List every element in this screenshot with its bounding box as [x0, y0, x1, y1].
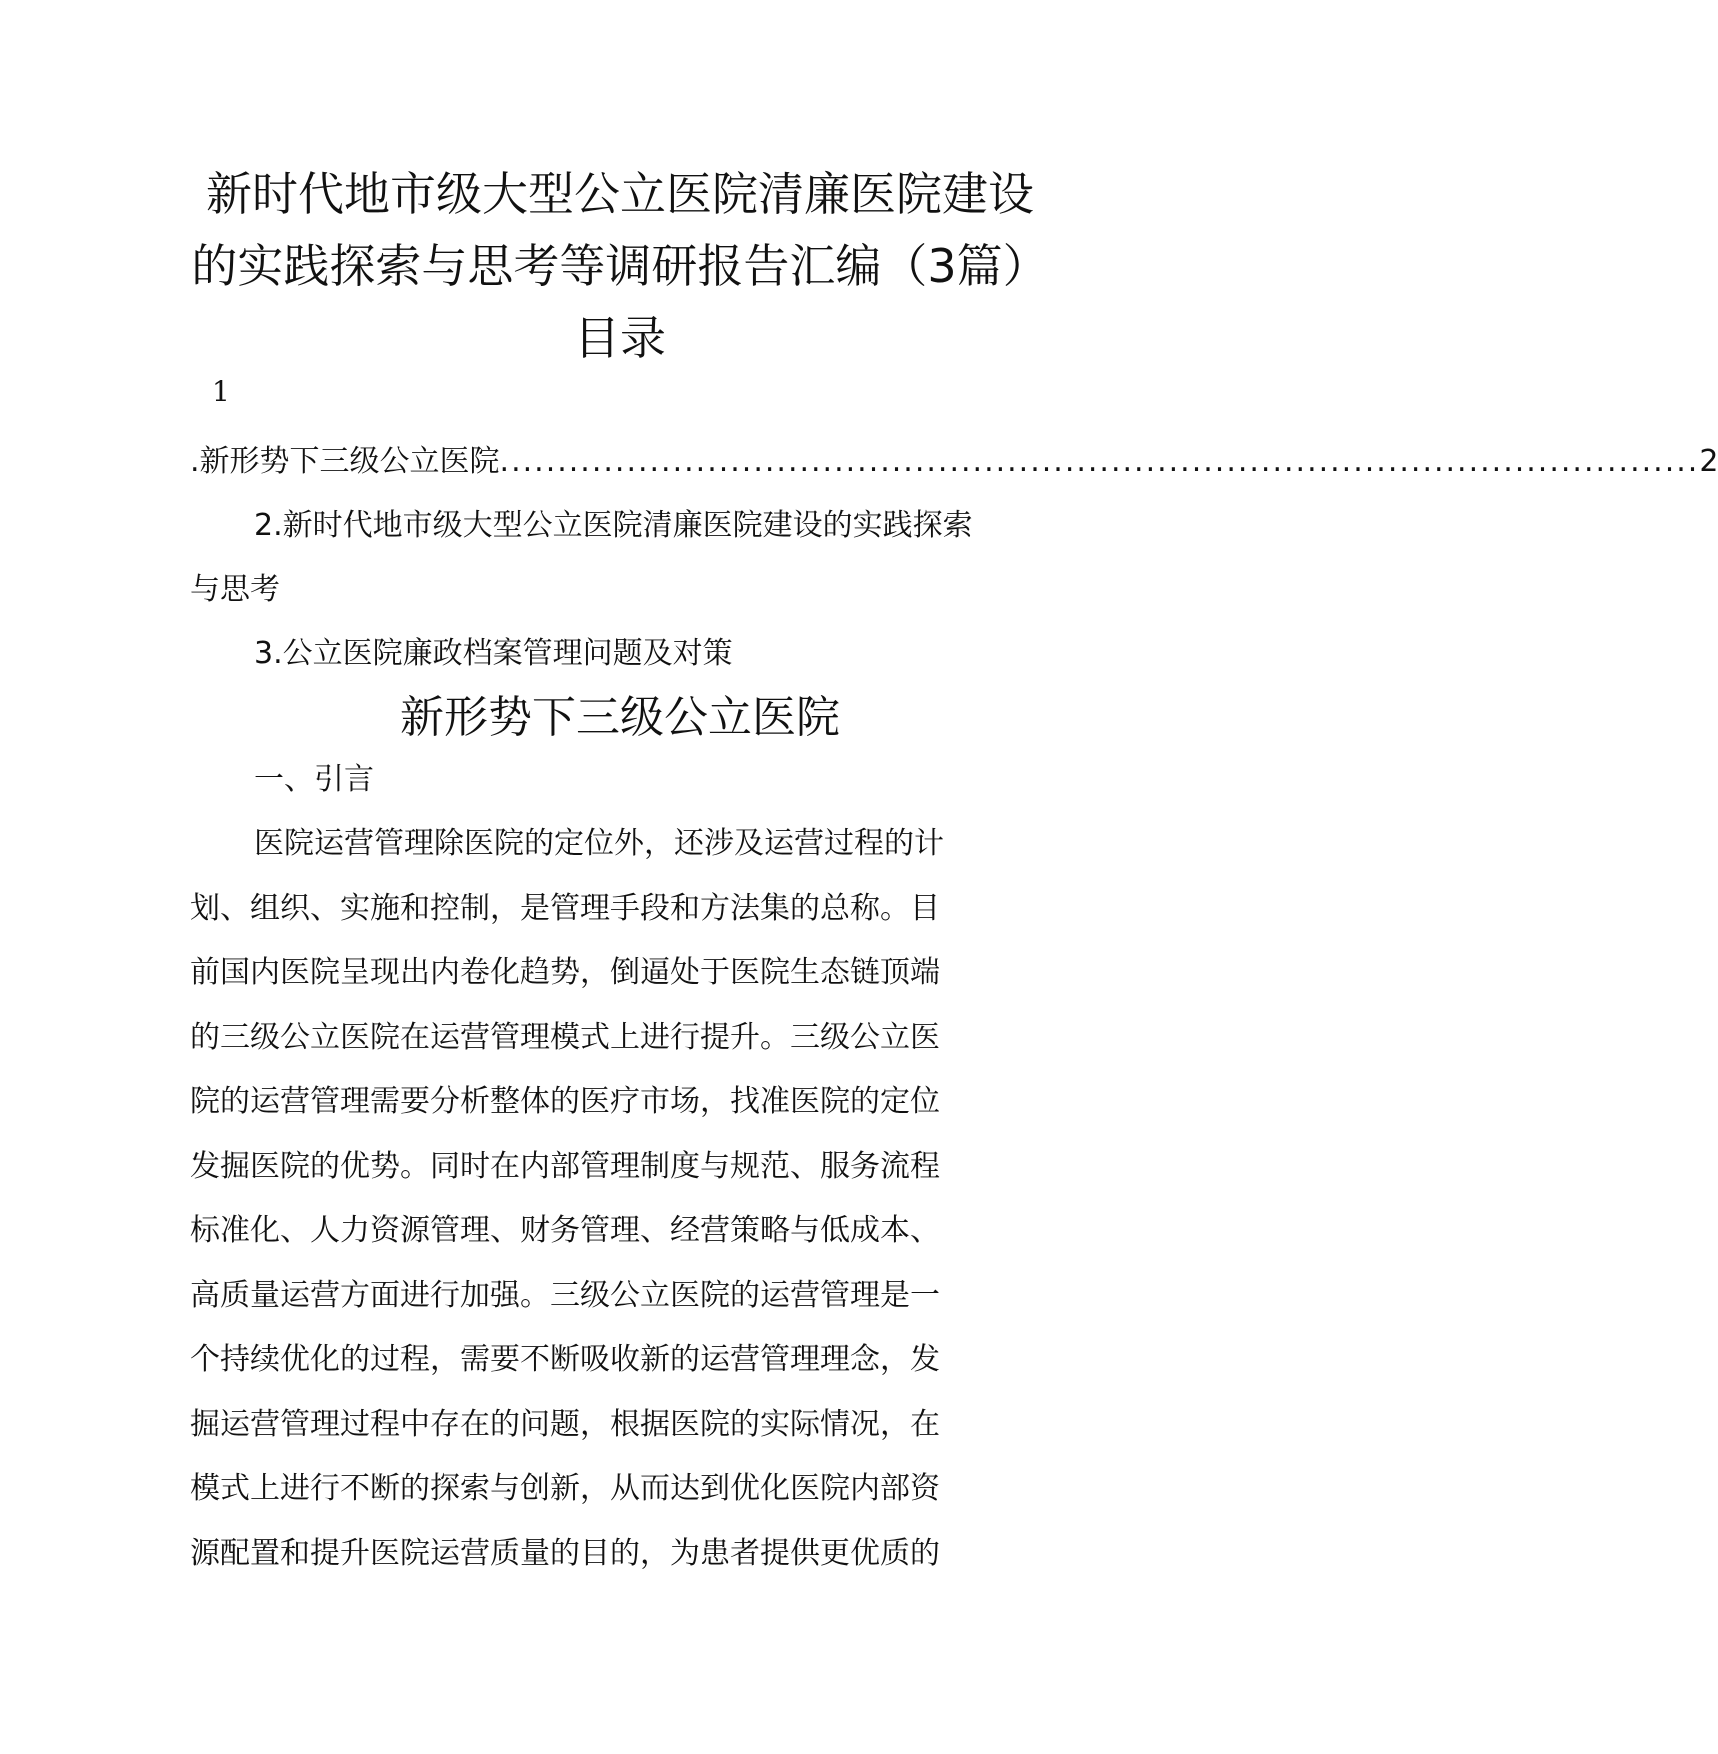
toc-item-label: 3.公立医院廉政档案管理问题及对策 — [254, 636, 733, 671]
body-paragraph — [190, 812, 1050, 1586]
body-line: 医院运营管理除医院的定位外，还涉及运营过程的计 — [254, 826, 944, 861]
body-line: 模式上进行不断的探索与创新，从而达到优化医院内部资 — [190, 1471, 940, 1506]
toc-item-3[interactable] — [190, 622, 1050, 686]
body-line: 掘运营管理过程中存在的问题，根据医院的实际情况，在 — [190, 1406, 940, 1442]
page-number: 1 — [212, 375, 230, 408]
section-title: 新形势下三级公立医院 — [400, 692, 840, 743]
body-line: 院的运营管理需要分析整体的医疗市场，找准医院的定位 — [190, 1084, 940, 1119]
toc-item-label: .新形势下三级公立医院 — [190, 444, 500, 479]
toc-item-label-continued: 与思考 — [190, 572, 280, 607]
section-heading: 一、引言 — [254, 762, 374, 797]
body-line: 的三级公立医院在运营管理模式上进行提升。三级公立医 — [190, 1019, 940, 1055]
body-line: 划、组织、实施和控制，是管理手段和方法集的总称。目 — [190, 890, 940, 926]
title-line-2: 的实践探索与思考等调研报告汇编（3篇） — [191, 239, 1049, 293]
body-line: 源配置和提升医院运营质量的目的，为患者提供更优质的 — [190, 1535, 940, 1571]
document-title — [150, 158, 1090, 302]
toc-item-1[interactable] — [190, 430, 1718, 494]
body-line: 个持续优化的过程，需要不断吸收新的运营管理理念，发 — [190, 1342, 940, 1377]
toc-item-2[interactable] — [190, 494, 1050, 622]
toc-item-label: 2.新时代地市级大型公立医院清廉医院建设的实践探索 — [254, 508, 973, 543]
body-line: 标准化、人力资源管理、财务管理、经营策略与低成本、 — [190, 1213, 940, 1248]
body-line: 前国内医院呈现出内卷化趋势，倒逼处于医院生态链顶端 — [190, 955, 940, 990]
toc-title: 目录 — [574, 311, 666, 365]
toc-item-page: 2 — [1699, 444, 1718, 479]
table-of-contents — [190, 430, 1718, 686]
body-line: 发掘医院的优势。同时在内部管理制度与规范、服务流程 — [190, 1148, 940, 1184]
title-line-1: 新时代地市级大型公立医院清廉医院建设 — [206, 167, 1034, 221]
body-line: 高质量运营方面进行加强。三级公立医院的运营管理是一 — [190, 1277, 940, 1313]
toc-leader-dots: ........................................................................................................ — [499, 444, 1700, 479]
